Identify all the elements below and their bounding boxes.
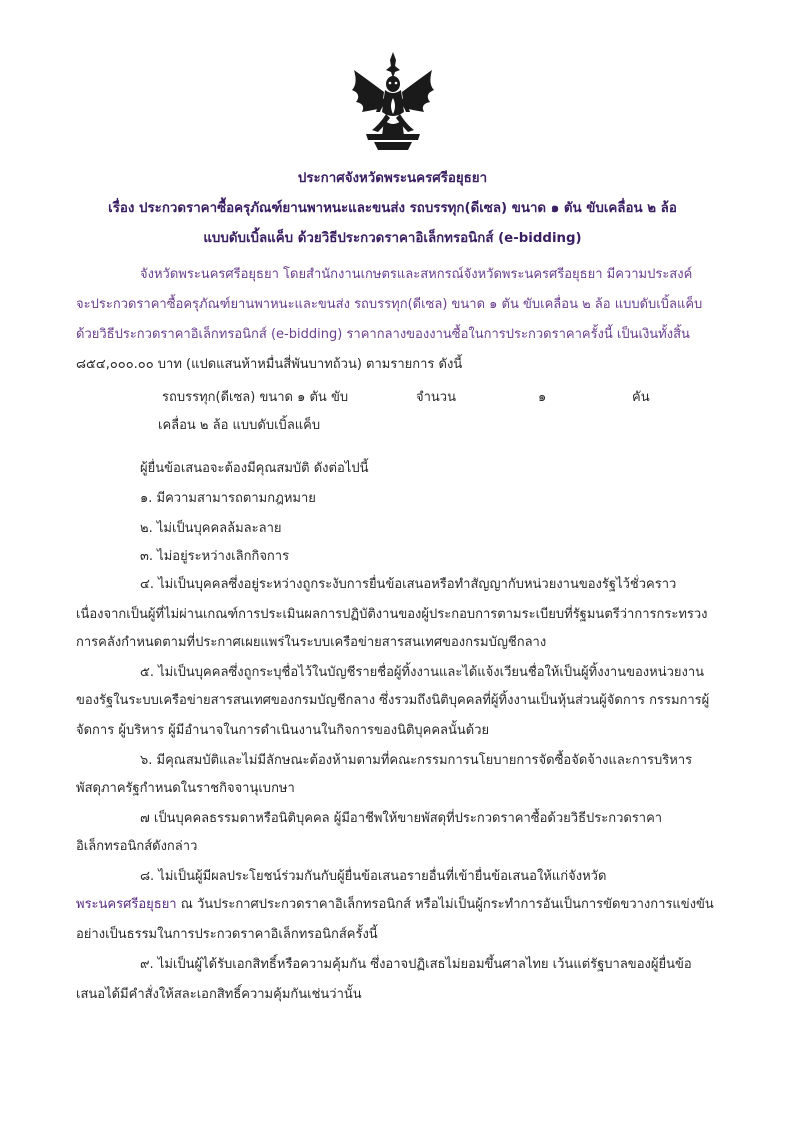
subject-line-1: เรื่อง ประกวดราคาซื้อครุภัณฑ์ยานพาหนะและขนส่ง รถบรรทุก(ดีเซล) ขนาด ๑ ตัน ขับเคลื่อน ๒ ล้อ (108, 200, 677, 216)
intro-line-4: ๘๕๔,๐๐๐.๐๐ บาท (แปดแสนห้าหมื่นสี่พันบาทถ้วน) ตามรายการ ดังนี้ (76, 357, 463, 372)
item-name-line-1: รถบรรทุก(ดีเซล) ขนาด ๑ ตัน ขับ (162, 390, 349, 405)
garuda-emblem-icon (348, 50, 438, 152)
qualification-9-line-1: ๙. ไม่เป็นผู้ได้รับเอกสิทธิ์หรือความคุ้มกัน ซึ่งอาจปฏิเสธไม่ยอมขึ้นศาลไทย เว้นแต่รัฐบาลของผู้ยื่นข้อ (140, 957, 692, 972)
qualification-9-line-2: เสนอได้มีคำสั่งให้สละเอกสิทธิ์ความคุ้มกันเช่นว่านั้น (76, 987, 362, 1002)
subject-line-2: แบบดับเบิ้ลแค็บ ด้วยวิธีประกวดราคาอิเล็กทรอนิกส์ (e-bidding) (203, 230, 582, 246)
qualification-7-line-2: อิเล็กทรอนิกส์ดังกล่าว (76, 839, 198, 854)
qualification-1: ๑. มีความสามารถตามกฎหมาย (140, 491, 316, 506)
item-qty-label: จำนวน (416, 390, 456, 405)
announcement-title: ประกาศจังหวัดพระนครศรีอยุธยา (297, 170, 488, 186)
qualifications-intro: ผู้ยื่นข้อเสนอจะต้องมีคุณสมบัติ ดังต่อไปนี้ (140, 461, 369, 476)
qualification-8-line-2 (76, 896, 714, 914)
qualification-4-line-1: ๔. ไม่เป็นบุคคลซึ่งอยู่ระหว่างถูกระงับการยื่นข้อเสนอหรือทำสัญญากับหน่วยงานของรัฐไว้ชั่วคราว (140, 577, 677, 592)
qualification-8-line-1: ๘. ไม่เป็นผู้มีผลประโยชน์ร่วมกันกับผู้ยื่นข้อเสนอรายอื่นที่เข้ายื่นข้อเสนอให้แก่จังหวัด (140, 869, 607, 884)
qualification-7-line-1: ๗ เป็นบุคคลธรรมดาหรือนิติบุคคล ผู้มีอาชีพให้ขายพัสดุที่ประกวดราคาซื้อด้วยวิธีประกวดราคา (140, 811, 663, 826)
qualification-5-line-1: ๕. ไม่เป็นบุคคลซึ่งถูกระบุชื่อไว้ในบัญชีรายชื่อผู้ทิ้งงานและได้แจ้งเวียนชื่อให้เป็นผู้ทิ้งงานของหน่วยงาน (140, 665, 705, 680)
item-qty: ๑ (538, 390, 547, 405)
qualification-5-line-3: จัดการ ผู้บริหาร ผู้มีอำนาจในการดำเนินงานในกิจการของนิติบุคคลนั้นด้วย (76, 723, 490, 738)
qualification-6-line-1: ๖. มีคุณสมบัติและไม่มีลักษณะต้องห้ามตามที่คณะกรรมการนโยบายการจัดซื้อจัดจ้างและการบริหาร (140, 753, 693, 768)
province-name: พระนครศรีอยุธยา (76, 897, 177, 912)
qualification-4-line-2: เนื่องจากเป็นผู้ที่ไม่ผ่านเกณฑ์การประเมินผลการปฏิบัติงานของผู้ประกอบการตามระเบียบที่รัฐมนตรีว่าการกระทรวง (76, 607, 708, 622)
qualification-4-line-3: การคลังกำหนดตามที่ประกาศเผยแพร่ในระบบเครือข่ายสารสนเทศของกรมบัญชีกลาง (76, 635, 547, 650)
intro-line-2: จะประกวดราคาซื้อครุภัณฑ์ยานพาหนะและขนส่ง รถบรรทุก(ดีเซล) ขนาด ๑ ตัน ขับเคลื่อน ๒ ล้อ แบบดับเบิ้ลแค็บ (76, 297, 703, 312)
qualification-3: ๓. ไม่อยู่ระหว่างเลิกกิจการ (140, 549, 290, 564)
qualification-8-line-3: อย่างเป็นธรรมในการประกวดราคาอิเล็กทรอนิกส์ครั้งนี้ (76, 927, 378, 942)
qualification-6-line-2: พัสดุภาครัฐกำหนดในราชกิจจานุเบกษา (76, 781, 295, 796)
item-name-line-2: เคลื่อน ๒ ล้อ แบบดับเบิ้ลแค็บ (158, 418, 321, 433)
intro-line-3: ด้วยวิธีประกวดราคาอิเล็กทรอนิกส์ (e-bidding) ราคากลางของงานซื้อในการประกวดราคาครั้งนี้ เป็นเงินทั้งสิ้น (76, 327, 690, 342)
intro-line-1: จังหวัดพระนครศรีอยุธยา โดยสำนักงานเกษตรและสหกรณ์จังหวัดพระนครศรีอยุธยา มีความประสงค์ (140, 267, 693, 282)
item-unit: คัน (632, 390, 650, 405)
qualification-2: ๒. ไม่เป็นบุคคลล้มละลาย (140, 521, 282, 536)
qualification-5-line-2: ของรัฐในระบบเครือข่ายสารสนเทศของกรมบัญชีกลาง ซึ่งรวมถึงนิติบุคคลที่ผู้ทิ้งงานเป็นหุ้นส่วนผู้จัดการ กรรมการผู้ (76, 693, 710, 708)
qualification-8-line-2-rest: ณ วันประกาศประกวดราคาอิเล็กทรอนิกส์ หรือไม่เป็นผู้กระทำการอันเป็นการขัดขวางการแข่งขัน (176, 897, 714, 912)
